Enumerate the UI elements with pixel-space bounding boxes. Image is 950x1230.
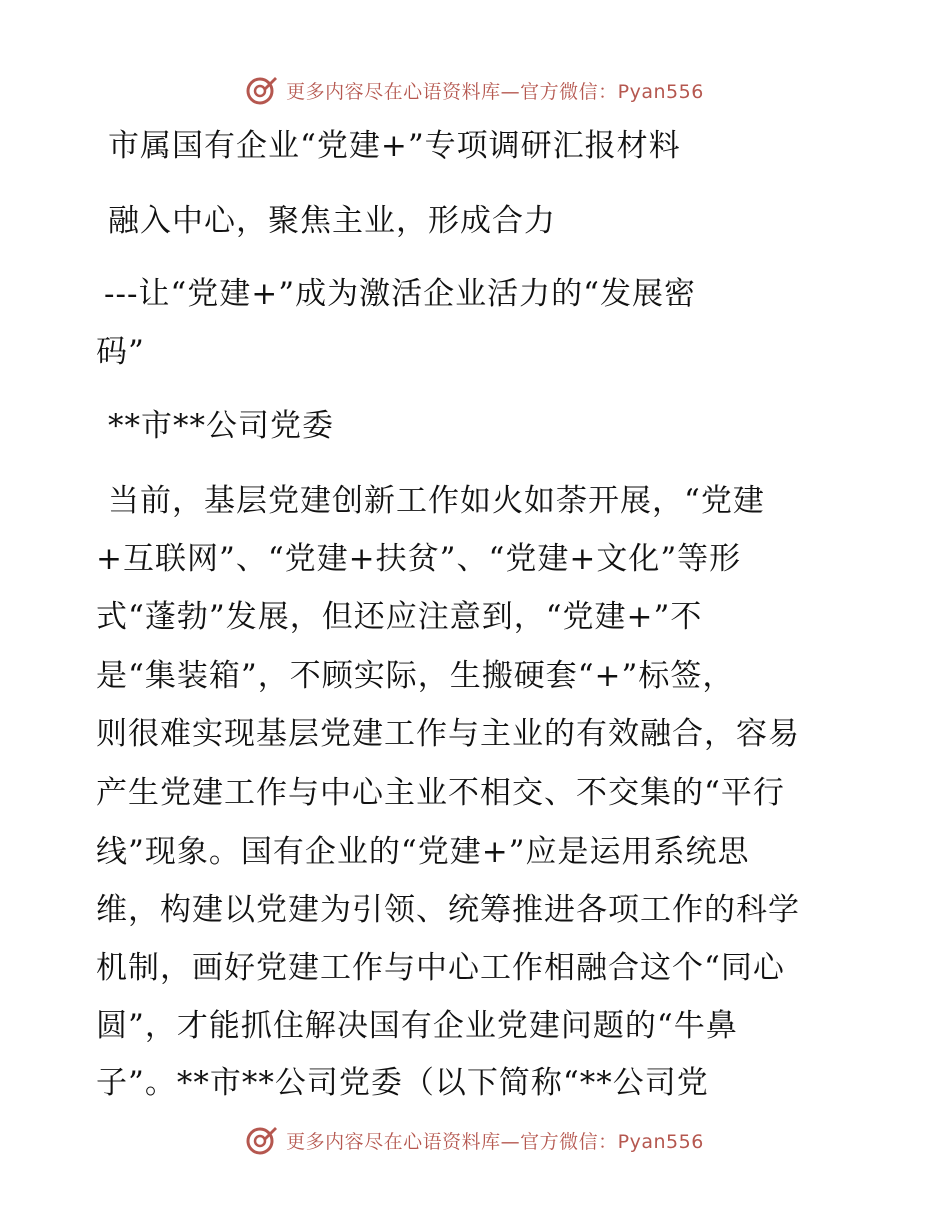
body-line: +互联网”、“党建+扶贫”、“党建+文化”等形 [96,541,742,577]
pen-logo-icon [246,1124,278,1156]
document-tagline-line2: 码” [96,334,145,370]
body-line: 产生党建工作与中心主业不相交、不交集的“平行 [96,775,785,811]
body-line: 是“集装箱”，不顾实际，生搬硬套“+”标签， [96,658,735,694]
body-line: 式“蓬勃”发展，但还应注意到，“党建+”不 [96,599,703,635]
watermark-text: 更多内容尽在心语资料库—官方微信：Pyan556 [286,80,704,103]
body-line: 维，构建以党建为引领、统筹推进各项工作的科学 [96,892,800,928]
document-tagline-line1: ---让“党建+”成为激活企业活力的“发展密 [104,276,696,312]
watermark-text: 更多内容尽在心语资料库—官方微信：Pyan556 [286,1130,704,1153]
body-line: 机制，画好党建工作与中心工作相融合这个“同心 [96,950,785,986]
document-author: **市**公司党委 [108,408,334,444]
body-line: 圆”，才能抓住解决国有企业党建问题的“牛鼻 [96,1008,738,1044]
body-line: 则很难实现基层党建工作与主业的有效融合，容易 [96,716,800,752]
body-line: 线”现象。国有企业的“党建+”应是运用系统思 [96,834,750,870]
pen-logo-icon [246,74,278,106]
watermark-header [0,70,950,110]
body-line: 子”。**市**公司党委（以下简称“**公司党 [96,1065,709,1101]
body-line: 当前，基层党建创新工作如火如荼开展，“党建 [108,483,765,519]
document-subtitle: 融入中心，聚焦主业，形成合力 [108,203,556,239]
document-title: 市属国有企业“党建+”专项调研汇报材料 [108,128,681,164]
watermark-footer [0,1120,950,1160]
